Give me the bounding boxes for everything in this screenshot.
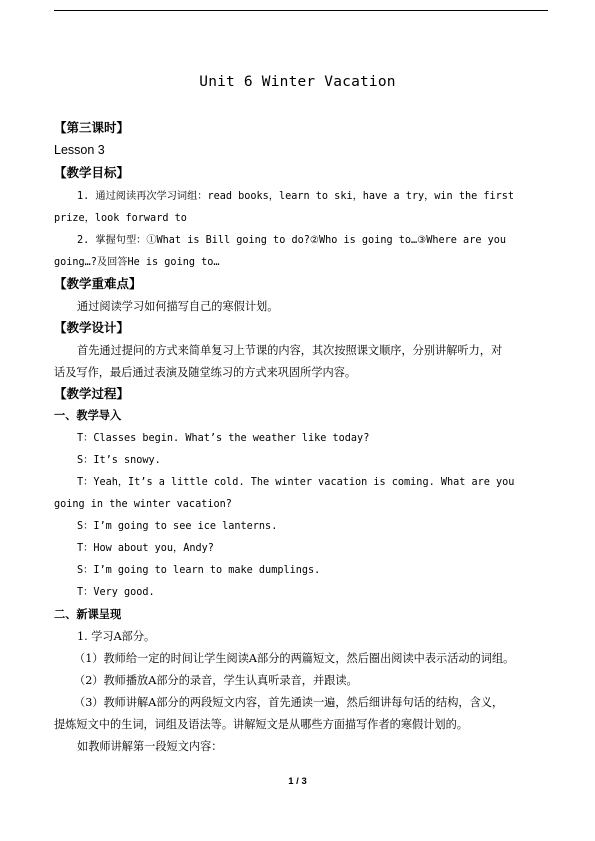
goal-line: going…?及回答He is going to… bbox=[54, 257, 220, 268]
section-paragraph: （2）教师播放A部分的录音，学生认真听录音，并跟读。 bbox=[74, 674, 358, 687]
key-points-text: 通过阅读学习如何描写自己的寒假计划。 bbox=[77, 300, 279, 313]
goals-heading: 【教学目标】 bbox=[54, 165, 130, 180]
dialogue-line: T：Very good. bbox=[77, 587, 155, 598]
page-number: 1 / 3 bbox=[288, 776, 307, 787]
section-paragraph: （1）教师给一定的时间让学生阅读A部分的两篇短文，然后圈出阅读中表示活动的词组。 bbox=[74, 652, 515, 665]
section-paragraph: （3）教师讲解A部分的两段短文内容，首先通读一遍，然后细讲每句话的结构，含义， bbox=[74, 696, 504, 709]
process-heading: 【教学过程】 bbox=[54, 386, 130, 401]
design-heading: 【教学设计】 bbox=[54, 320, 130, 335]
period-heading: 【第三课时】 bbox=[54, 120, 130, 135]
design-text: 首先通过提问的方式来简单复习上节课的内容，其次按照课文顺序，分别讲解听力，对 bbox=[77, 344, 503, 357]
section-paragraph: 1. 学习A部分。 bbox=[77, 630, 156, 643]
section-heading-intro: 一、教学导入 bbox=[54, 409, 122, 422]
header-rule bbox=[54, 10, 548, 11]
design-text: 话及写作，最后通过表演及随堂练习的方式来巩固所学内容。 bbox=[54, 366, 357, 379]
document-title: Unit 6 Winter Vacation bbox=[199, 74, 396, 90]
dialogue-line: S：It’s snowy. bbox=[77, 455, 161, 466]
goal-line: prize，look forward to bbox=[54, 213, 187, 224]
key-points-heading: 【教学重难点】 bbox=[54, 276, 142, 291]
section-paragraph: 提炼短文中的生词，词组及语法等。讲解短文是从哪些方面描写作者的寒假计划的。 bbox=[54, 718, 468, 731]
dialogue-line: S：I’m going to see ice lanterns. bbox=[77, 521, 278, 532]
dialogue-line: T：How about you，Andy? bbox=[77, 543, 214, 554]
section-heading-new-lesson: 二、新课呈现 bbox=[54, 608, 122, 621]
dialogue-line: T：Classes begin. What’s the weather like today? bbox=[77, 433, 370, 444]
goal-line: 2. 掌握句型：①What is Bill going to do?②Who is going to…③Where are you bbox=[77, 235, 506, 246]
goal-line: 1. 通过阅读再次学习词组：read books，learn to ski，have a try，win the first bbox=[77, 191, 515, 202]
dialogue-line: going in the winter vacation? bbox=[54, 499, 232, 510]
dialogue-line: T：Yeah，It’s a little cold. The winter vacation is coming. What are you bbox=[77, 477, 515, 488]
section-paragraph: 如教师讲解第一段短文内容： bbox=[77, 740, 223, 753]
dialogue-line: S：I’m going to learn to make dumplings. bbox=[77, 565, 321, 576]
lesson-label: Lesson 3 bbox=[54, 143, 105, 157]
